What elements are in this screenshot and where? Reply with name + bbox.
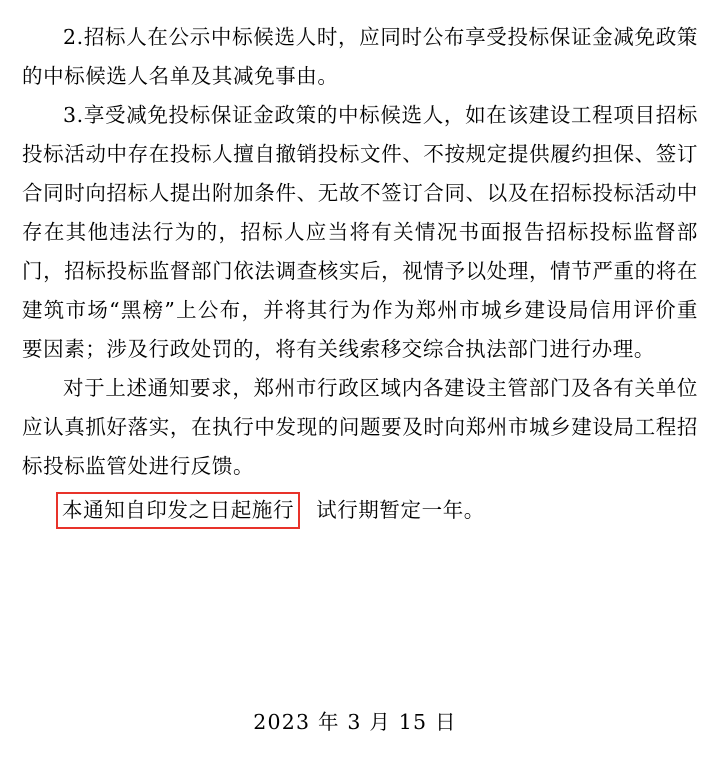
effective-date-line: [22, 490, 698, 530]
trial-period-text: 试行期暂定一年。: [316, 498, 485, 522]
paragraph-2: 2.招标人在公示中标候选人时，应同时公布享受投标保证金减免政策的中标候选人名单及其减免事由。: [22, 25, 698, 88]
paragraph-closing: 对于上述通知要求，郑州市行政区域内各建设主管部门及各有关单位应认真抓好落实，在执行中发现的问题要及时向郑州市城乡建设局工程招标投标监管处进行反馈。: [22, 376, 698, 478]
document-date: 2023 年 3 月 15 日: [253, 710, 457, 734]
paragraph-3: 3.享受减免投标保证金政策的中标候选人，如在该建设工程项目招标投标活动中存在投标人擅自撤销投标文件、不按规定提供履约担保、签订合同时向招标人提出附加条件、无故不签订合同、以及在招标投标活动中存在其他违法行为的，招标人应当将有关情况书面报告招标投标监督部门，招标投标监督部门依法调查核实后，视情予以处理，情节严重的将在建筑市场“黑榜”上公布，并将其行为作为郑州市城乡建设局信用评价重要因素；涉及行政处罚的，将有关线索移交综合执法部门进行办理。: [22, 103, 698, 361]
highlighted-effective-clause: 本通知自印发之日起施行: [56, 492, 300, 529]
